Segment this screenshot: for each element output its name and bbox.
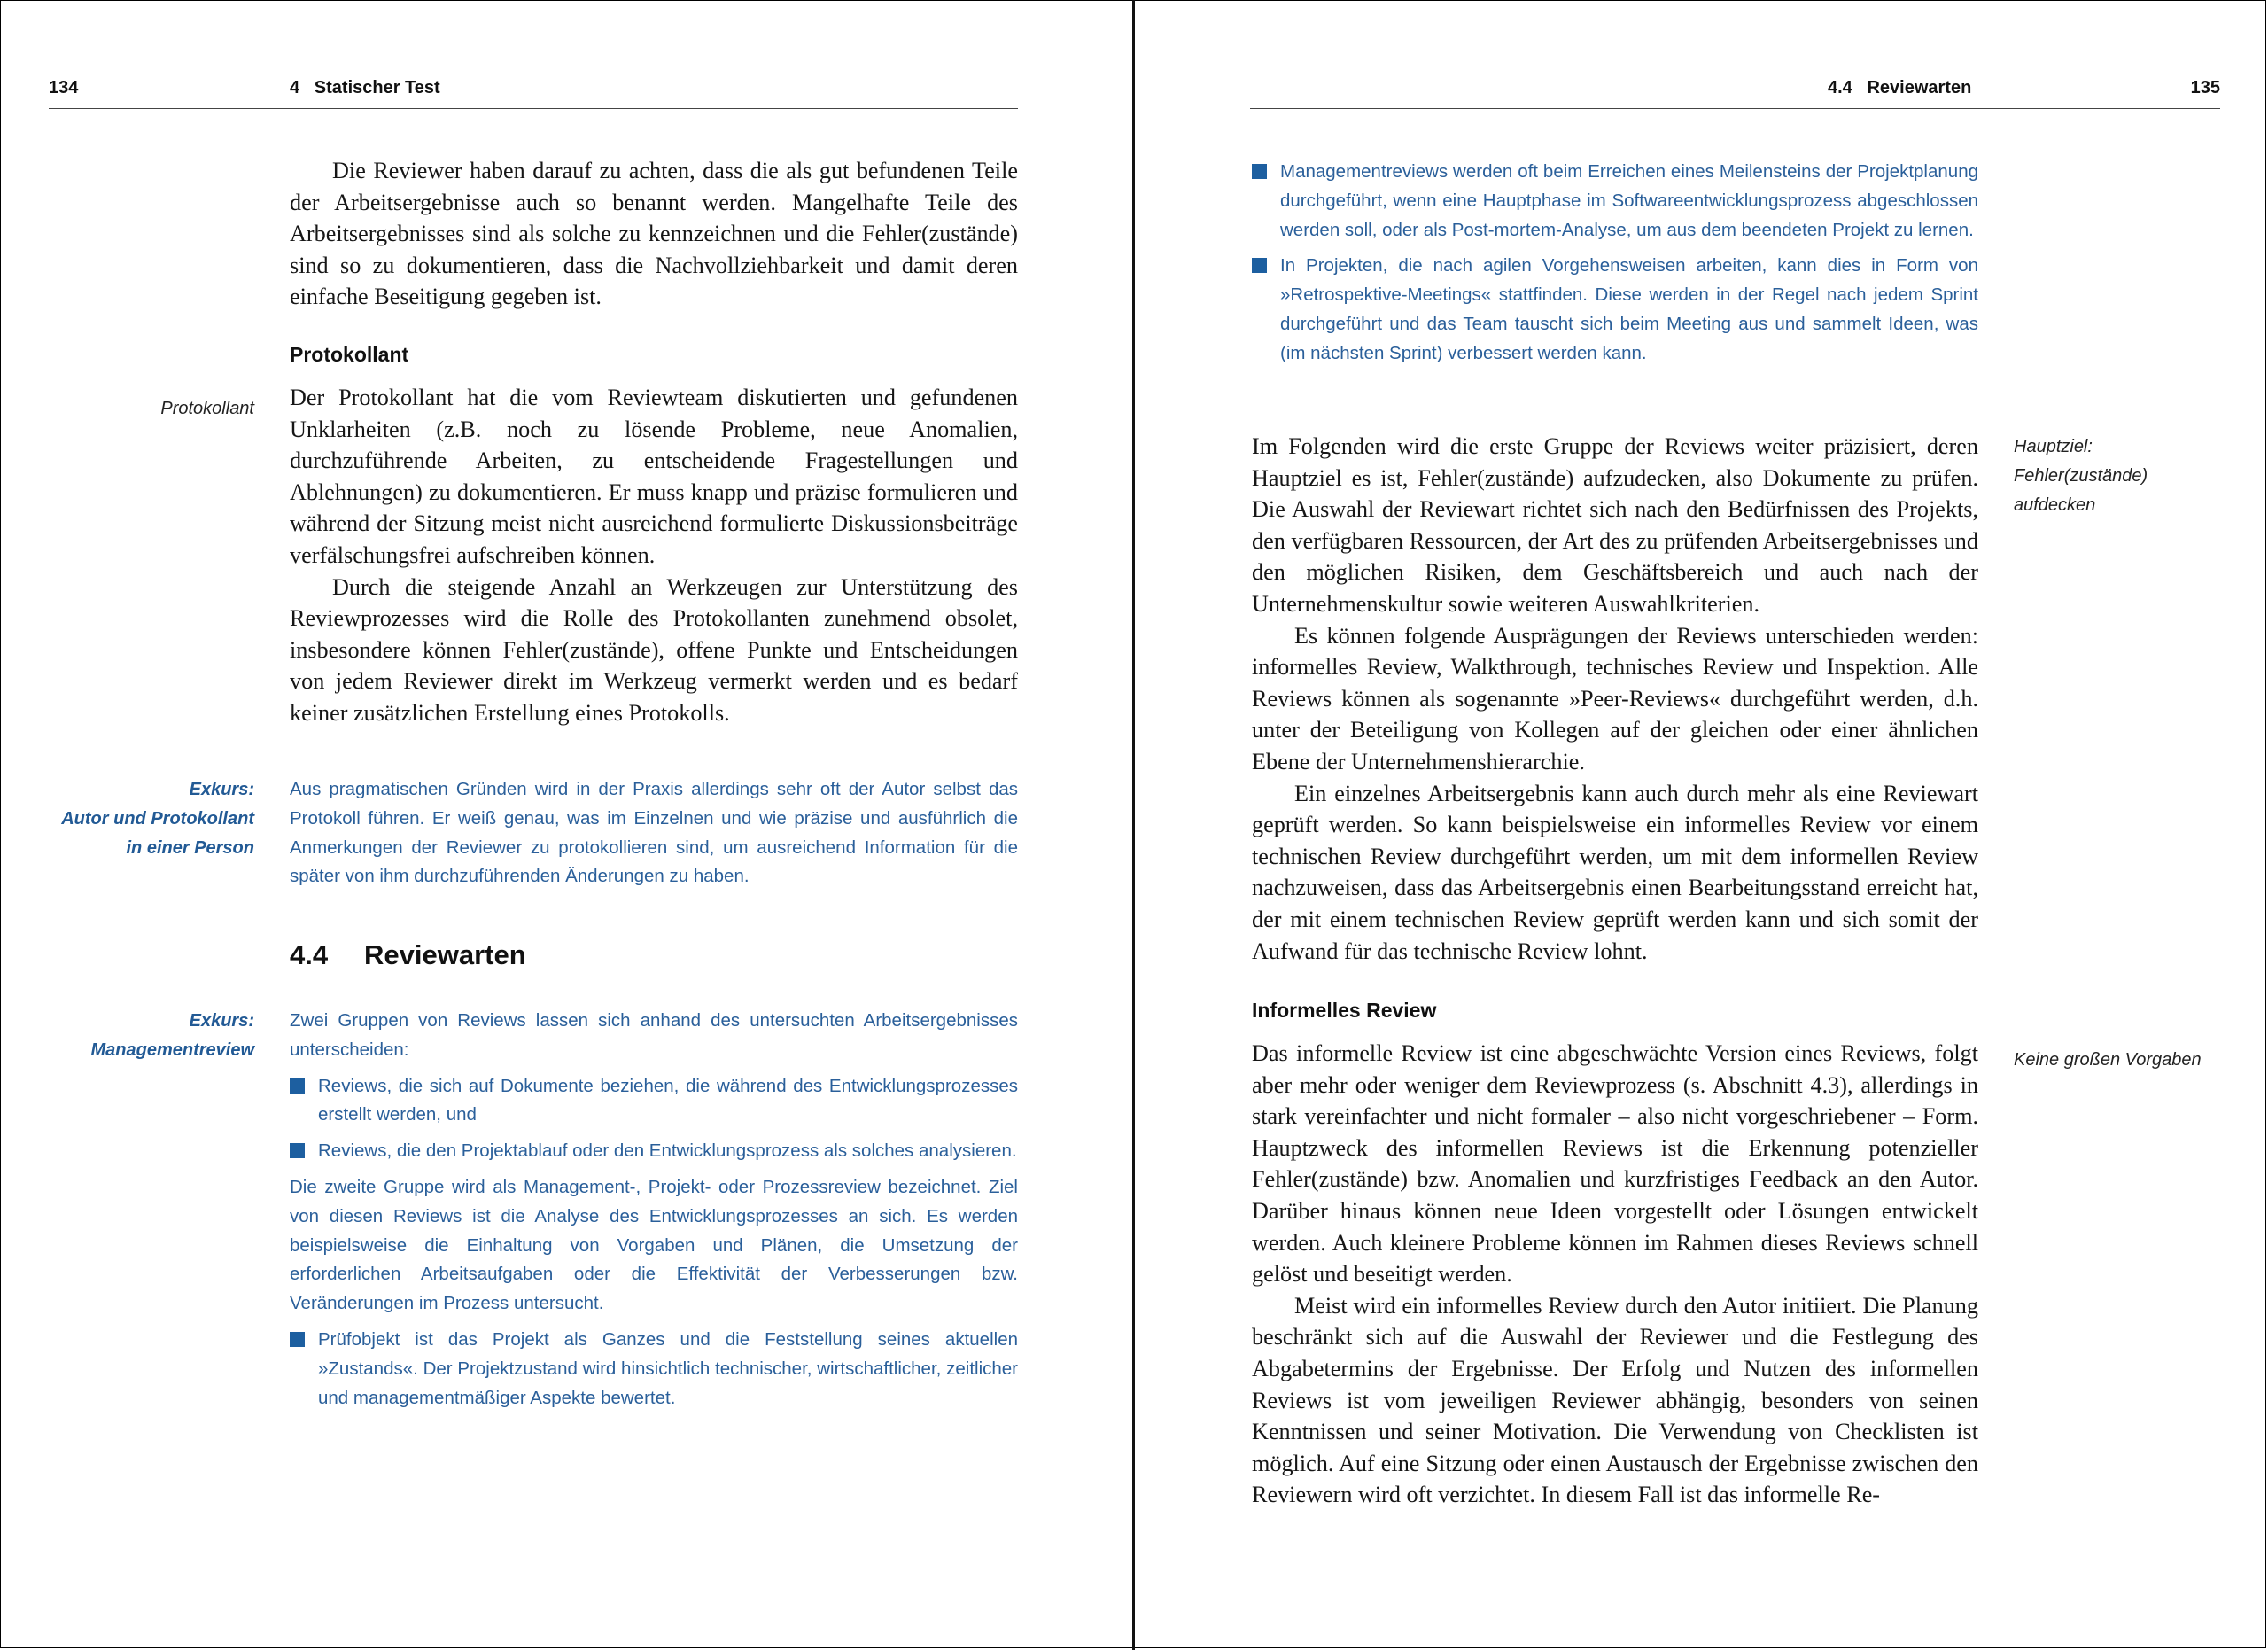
- right-main-column: [1252, 431, 1978, 1511]
- bullet-square-icon: [290, 1143, 305, 1158]
- exkurs2-title: Managementreview: [90, 1040, 254, 1060]
- exkurs1-margin: [24, 775, 254, 863]
- informelles-heading: Informelles Review: [1252, 999, 1437, 1023]
- intro-paragraph: Die Reviewer haben darauf zu achten, dass die als gut befundenen Teile der Arbeitsergebnisse auch so benannt werden. Mangelhafte Teile des Arbeitsergebnisses sind als solche zu kennzeichnen und die Fehler(zustände) sind so zu dokumentieren, dass die Nachvollziehbarkeit und damit deren einfache Beseitigung gegeben ist.: [290, 158, 1018, 310]
- section-heading: [290, 939, 1018, 971]
- exkurs1-box: [290, 775, 1018, 891]
- margin-note-keine-vorgaben: Keine großen Vorgaben: [2014, 1050, 2202, 1070]
- top-bullets: [1252, 158, 1978, 369]
- exkurs2-bullet: [290, 1072, 1018, 1131]
- paragraph-2: Es können folgende Ausprägungen der Reviews unterschieden werden: informelles Review, Walkthrough, technisches Review und Inspektion. Alle Reviews können als sogenannte »Peer-Reviews« durchgeführt werden, d.h. unter der Beteiligung von Kollegen auf der gleichen oder einer ähnlichen Ebene der Unternehmenshierarchie.: [1252, 622, 1978, 774]
- margin-note-line: Fehler(zustände): [2014, 466, 2148, 486]
- exkurs2-label: Exkurs:: [189, 1011, 254, 1031]
- left-page: [0, 0, 1132, 1650]
- margin-note-line: Hauptziel:: [2014, 437, 2093, 456]
- bullet-text: In Projekten, die nach agilen Vorgehensweisen arbeiten, kann dies in Form von »Retrospektive-Meetings« stattfinden. Diese werden in der Regel nach jedem Sprint durchgeführt und das Team tauscht sich beim Meeting aus und sammelt Ideen, was (im nächsten Sprint) verbessert werden kann.: [1280, 255, 1978, 363]
- exkurs1-title-line2: in einer Person: [126, 838, 254, 858]
- paragraph-3: Ein einzelnes Arbeitsergebnis kann auch durch mehr als eine Reviewart geprüft werden. So kann beispielsweise ein informelles Review vor einem technischen Review durchgeführt werden, um mit dem informellen Review nachzuweisen, dass das Arbeitsergebnis einen Bearbeitungsstand erreicht hat, der mit einem technischen Review geprüft werden kann und sich somit der Aufwand für das technische Review lohnt.: [1252, 780, 1978, 964]
- margin-note-hauptziel: [2014, 432, 2148, 520]
- paragraph-5: Meist wird ein informelles Review durch den Autor initiiert. Die Planung beschränkt sich auf die Auswahl der Reviewer und die Festlegung des Abgabetermins der Ergebnisse. Der Erfolg und Nutzen des informellen Reviews ist vom jeweiligen Reviewer abhängig, besonders von seinen Kenntnissen und seiner Motivation. Die Verwendung von Checklisten ist möglich. Auf eine Sitzung oder einen Austausch der Ergebnisse zwischen den Reviewern wird oft verzichtet. In diesem Fall ist das informelle Re-: [1252, 1292, 1978, 1508]
- bullet-text: Managementreviews werden oft beim Erreichen eines Meilensteins der Projektplanung durchgeführt, wenn eine Hauptphase im Softwareentwicklungsprozess abgeschlossen werden soll, oder als Post-mortem-Analyse, um aus dem beendeten Projekt zu lernen.: [1280, 161, 1978, 240]
- section-number: 4.4: [290, 939, 329, 970]
- exkurs1-text: Aus pragmatischen Gründen wird in der Praxis allerdings sehr oft der Autor selbst das Protokoll führen. Er weiß genau, was im Einzelnen und wie präzise und ausführlich die Anmerkungen der Reviewer zu protokollieren sind, um ausreichend Information für die später von ihm durchzuführenden Änderungen zu haben.: [290, 779, 1018, 887]
- bullet-text: Reviews, die den Projektablauf oder den Entwicklungsprozess als solches analysieren.: [318, 1140, 1017, 1162]
- protokollant-heading: Protokollant: [290, 342, 409, 366]
- running-header: 4 Statischer Test: [290, 78, 440, 97]
- exkurs2-bullet: [290, 1137, 1018, 1166]
- paragraph-1: Im Folgenden wird die erste Gruppe der Reviews weiter präzisiert, deren Hauptziel es ist, Fehler(zustände) aufzudecken, also Dokumente zu prüfen. Die Auswahl der Reviewart richtet sich nach den Bedürfnissen des Projekts, den verfügbaren Ressourcen, der Art des zu prüfenden Arbeitsergebnisses und den möglichen Risiken, dem Geschäftsbereich und auch nach der Unternehmenskultur sowie weiteren Auswahlkriterien.: [1252, 433, 1978, 617]
- exkurs1-title-line1: Autor und Protokollant: [61, 809, 254, 829]
- exkurs2-paragraph: Die zweite Gruppe wird als Management-, Projekt- oder Prozessreview bezeichnet. Ziel von diesen Reviews ist die Analyse des Entwicklungsprozesses an sich. Es werden beispielsweise die Einhaltung von Vorgaben und Plänen, die Umsetzung der erforderlichen Arbeitsaufgaben oder die Effektivität der Verbesserungen bzw. Veränderungen im Prozess untersucht.: [290, 1176, 1018, 1314]
- protokollant-paragraph-2: Durch die steigende Anzahl an Werkzeugen zur Unterstützung des Reviewprozesses wird die Rolle des Protokollanten zunehmend obsolet, insbesondere können Fehler(zustände), offene Punkte und Entscheidungen von jedem Reviewer direkt im Werkzeug vermerkt werden und es bedarf keiner zusätzlichen Erstellung eines Protokolls.: [290, 573, 1018, 726]
- margin-note-line: aufdecken: [2014, 495, 2096, 515]
- left-main-column: [290, 155, 1018, 729]
- header-rule: [1250, 108, 2220, 109]
- right-page: [1135, 0, 2268, 1650]
- bullet-square-icon: [290, 1078, 305, 1094]
- page-number: 135: [2190, 78, 2220, 97]
- exkurs2-bullet: [290, 1326, 1018, 1413]
- bullet-square-icon: [1252, 164, 1267, 179]
- bullet-text: Prüfobjekt ist das Projekt als Ganzes und die Feststellung seines aktuellen »Zustands«. Der Projektzustand wird hinsichtlich technischer, wirtschaftlicher, zeitlicher und managementmäßiger Aspekte bewertet.: [318, 1328, 1018, 1408]
- top-bullet: [1252, 158, 1978, 245]
- running-header: 4.4 Reviewarten: [1828, 78, 1972, 97]
- exkurs2-box: [290, 1007, 1018, 1413]
- exkurs2-margin: [24, 1007, 254, 1065]
- bullet-square-icon: [1252, 258, 1267, 273]
- page-number: 134: [49, 78, 79, 97]
- header-rule: [49, 108, 1018, 109]
- bullet-text: Reviews, die sich auf Dokumente beziehen, die während des Entwicklungsprozesses erstellt werden, und: [318, 1075, 1018, 1125]
- section-title: Reviewarten: [364, 939, 526, 970]
- top-bullet: [1252, 252, 1978, 368]
- paragraph-4: Das informelle Review ist eine abgeschwächte Version eines Reviews, folgt aber mehr oder weniger dem Reviewprozess (s. Abschnitt 4.3), allerdings in stark vereinfachter und nicht formaler – also nicht vorgeschriebener – Form. Hauptzweck des informellen Reviews ist die Erkennung potenzieller Fehler(zustände) bzw. Anomalien und kurzfristiges Feedback an den Autor. Darüber hinaus können neue Ideen vorgestellt oder Lösungen entwickelt werden. Auch kleinere Probleme können im Rahmen dieses Reviews schnell gelöst und beseitigt werden.: [1252, 1040, 1978, 1288]
- exkurs2-intro: Zwei Gruppen von Reviews lassen sich anhand des untersuchten Arbeitsergebnisses unterscheiden:: [290, 1010, 1018, 1060]
- bullet-square-icon: [290, 1332, 305, 1347]
- exkurs1-label: Exkurs:: [189, 780, 254, 799]
- margin-note-protokollant: Protokollant: [160, 399, 254, 418]
- protokollant-paragraph-1: Der Protokollant hat die vom Reviewteam diskutierten und gefundenen Unklarheiten (z.B. noch zu lösende Probleme, neue Anomalien, durchzuführende Arbeiten, zu entscheidende Fragestellungen und Ablehnungen) zu dokumentieren. Er muss knapp und präzise formulieren und während der Sitzung meist nicht ausreichend formulierte Diskussionsbeiträge verfälschungsfrei aufschreiben können.: [290, 384, 1018, 568]
